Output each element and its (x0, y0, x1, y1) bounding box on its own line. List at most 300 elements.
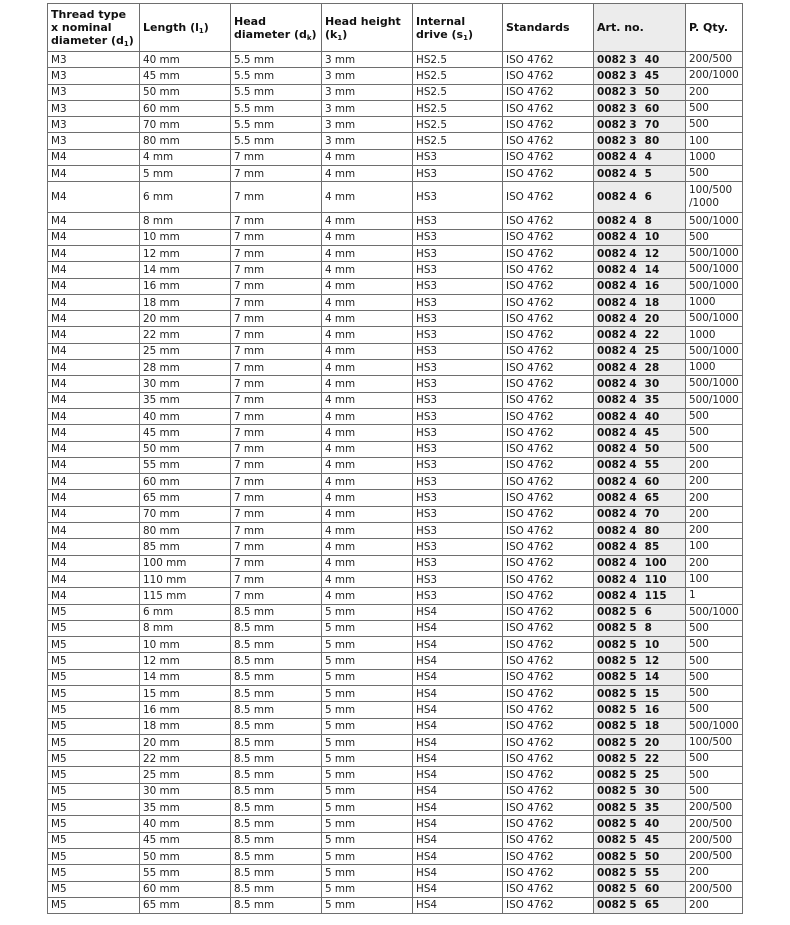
length-cell: 22 mm (140, 327, 231, 343)
pack-qty-cell: 500 (686, 166, 743, 182)
pack-qty-cell: 500/1000 (686, 262, 743, 278)
length-cell: 4 mm (140, 149, 231, 165)
thread-cell: M4 (48, 490, 140, 506)
head-height-cell: 4 mm (322, 539, 413, 555)
length-cell: 5 mm (140, 166, 231, 182)
table-row (48, 425, 743, 441)
pack-qty-cell: 200 (686, 84, 743, 100)
art-no-cell (594, 457, 686, 473)
art-no-length: 25 (644, 769, 660, 782)
head-height-cell: 4 mm (322, 376, 413, 392)
pack-qty-cell: 500/1000 (686, 213, 743, 229)
art-no-base: 0082 (597, 703, 627, 716)
standard-cell: ISO 4762 (503, 669, 594, 685)
art-no-size: 4 (629, 573, 637, 586)
art-no-length: 4 (644, 151, 653, 164)
head-height-cell: 5 mm (322, 718, 413, 734)
art-no-length: 15 (644, 687, 660, 700)
head-height-cell: 4 mm (322, 523, 413, 539)
art-no-size: 4 (629, 167, 637, 180)
length-cell: 15 mm (140, 685, 231, 701)
head-height-cell: 5 mm (322, 653, 413, 669)
thread-cell: M4 (48, 149, 140, 165)
table-row (48, 392, 743, 408)
art-no-cell (594, 343, 686, 359)
standard-cell: ISO 4762 (503, 213, 594, 229)
thread-cell: M5 (48, 767, 140, 783)
drive-cell: HS3 (413, 262, 503, 278)
art-no-size: 4 (629, 589, 637, 602)
drive-cell: HS4 (413, 881, 503, 897)
head-height-cell: 5 mm (322, 685, 413, 701)
pack-qty-cell: 500 (686, 702, 743, 718)
head-diameter-cell: 5.5 mm (231, 100, 322, 116)
art-no-size: 5 (629, 834, 637, 847)
art-no-base: 0082 (597, 377, 627, 390)
column-header-subscript: 1 (337, 33, 343, 42)
head-diameter-cell: 5.5 mm (231, 68, 322, 84)
art-no-base: 0082 (597, 167, 627, 180)
art-no-size: 4 (629, 377, 637, 390)
art-no-base: 0082 (597, 135, 627, 148)
pack-qty-cell: 500/1000 (686, 343, 743, 359)
head-height-cell: 5 mm (322, 897, 413, 913)
art-no-length: 100 (644, 557, 667, 570)
thread-cell: M4 (48, 311, 140, 327)
art-no-base: 0082 (597, 589, 627, 602)
drive-cell: HS4 (413, 637, 503, 653)
standard-cell: ISO 4762 (503, 343, 594, 359)
art-no-cell (594, 702, 686, 718)
art-no-base: 0082 (597, 752, 627, 765)
standard-cell: ISO 4762 (503, 360, 594, 376)
art-no-cell (594, 474, 686, 490)
art-no-base: 0082 (597, 410, 627, 423)
art-no-size: 4 (629, 524, 637, 537)
art-no-length: 16 (644, 703, 660, 716)
head-diameter-cell: 7 mm (231, 555, 322, 571)
drive-cell: HS3 (413, 360, 503, 376)
art-no-size: 4 (629, 345, 637, 358)
drive-cell: HS3 (413, 213, 503, 229)
standard-cell: ISO 4762 (503, 571, 594, 587)
column-header-tail: ) (342, 27, 348, 41)
pack-qty-cell: 500/1000 (686, 718, 743, 734)
head-diameter-cell: 7 mm (231, 490, 322, 506)
art-no-length: 20 (644, 312, 660, 325)
length-cell: 65 mm (140, 490, 231, 506)
standard-cell: ISO 4762 (503, 848, 594, 864)
table-row (48, 343, 743, 359)
length-cell: 10 mm (140, 229, 231, 245)
table-row (48, 52, 743, 68)
art-no-base: 0082 (597, 866, 627, 879)
art-no-length: 65 (644, 899, 660, 912)
thread-cell: M4 (48, 441, 140, 457)
art-no-size: 3 (629, 135, 637, 148)
art-no-length: 80 (644, 524, 660, 537)
drive-cell: HS3 (413, 490, 503, 506)
pack-qty-cell: 100 (686, 539, 743, 555)
standard-cell: ISO 4762 (503, 408, 594, 424)
art-no-length: 110 (644, 573, 667, 586)
art-no-size: 5 (629, 801, 637, 814)
thread-cell: M5 (48, 783, 140, 799)
table-row (48, 539, 743, 555)
art-no-base: 0082 (597, 247, 627, 260)
art-no-size: 5 (629, 883, 637, 896)
head-diameter-cell: 8.5 mm (231, 832, 322, 848)
pack-qty-cell: 500 (686, 229, 743, 245)
drive-cell: HS3 (413, 523, 503, 539)
art-no-base: 0082 (597, 883, 627, 896)
art-no-cell (594, 653, 686, 669)
head-height-cell: 5 mm (322, 816, 413, 832)
art-no-length: 40 (644, 818, 660, 830)
table-row (48, 816, 743, 832)
pack-qty-cell: 200/500 (686, 832, 743, 848)
art-no-size: 4 (629, 312, 637, 325)
length-cell: 10 mm (140, 637, 231, 653)
head-diameter-cell: 8.5 mm (231, 637, 322, 653)
column-header-main: Standards (506, 21, 570, 34)
pack-qty-cell: 500 (686, 117, 743, 133)
art-no-cell (594, 166, 686, 182)
head-height-cell: 4 mm (322, 392, 413, 408)
standard-cell: ISO 4762 (503, 182, 594, 213)
art-no-length: 65 (644, 492, 660, 505)
thread-cell: M4 (48, 588, 140, 604)
length-cell: 80 mm (140, 523, 231, 539)
art-no-cell (594, 392, 686, 408)
art-no-cell (594, 897, 686, 913)
head-diameter-cell: 7 mm (231, 571, 322, 587)
art-no-size: 5 (629, 606, 637, 619)
thread-cell: M5 (48, 620, 140, 636)
art-no-cell (594, 751, 686, 767)
thread-cell: M5 (48, 718, 140, 734)
pack-qty-cell: 200 (686, 457, 743, 473)
pack-qty-cell: 200 (686, 506, 743, 522)
art-no-base: 0082 (597, 720, 627, 733)
table-row (48, 897, 743, 913)
pack-qty-cell: 100/500 /1000 (686, 182, 743, 213)
table-row (48, 133, 743, 149)
art-no-size: 3 (629, 118, 637, 131)
art-no-length: 12 (644, 247, 660, 260)
thread-cell: M5 (48, 637, 140, 653)
art-no-base: 0082 (597, 312, 627, 325)
column-header-head-height (322, 4, 413, 52)
length-cell: 65 mm (140, 897, 231, 913)
table-row (48, 506, 743, 522)
drive-cell: HS4 (413, 620, 503, 636)
art-no-size: 5 (629, 622, 637, 635)
head-diameter-cell: 8.5 mm (231, 881, 322, 897)
art-no-length: 50 (644, 443, 660, 456)
table-row (48, 441, 743, 457)
standard-cell: ISO 4762 (503, 604, 594, 620)
standard-cell: ISO 4762 (503, 783, 594, 799)
column-header-tail: ) (467, 27, 474, 41)
thread-cell: M4 (48, 294, 140, 310)
standard-cell: ISO 4762 (503, 474, 594, 490)
length-cell: 22 mm (140, 751, 231, 767)
column-header-art-no (594, 4, 686, 52)
head-height-cell: 4 mm (322, 474, 413, 490)
table-row (48, 229, 743, 245)
art-no-size: 5 (629, 671, 637, 684)
thread-cell: M3 (48, 68, 140, 84)
drive-cell: HS4 (413, 702, 503, 718)
art-no-length: 50 (644, 86, 660, 99)
art-no-size: 5 (629, 720, 637, 733)
header-row (48, 4, 743, 52)
art-no-cell (594, 718, 686, 734)
art-no-length: 45 (644, 834, 660, 847)
column-header-tail: ) (128, 34, 134, 47)
pack-qty-cell: 1 (686, 588, 743, 604)
thread-cell: M4 (48, 555, 140, 571)
art-no-length: 60 (644, 475, 660, 488)
art-no-length: 5 (644, 167, 653, 180)
art-no-base: 0082 (597, 443, 627, 456)
drive-cell: HS3 (413, 571, 503, 587)
table-row (48, 702, 743, 718)
art-no-base: 0082 (597, 687, 627, 700)
head-diameter-cell: 7 mm (231, 457, 322, 473)
art-no-size: 3 (629, 102, 637, 115)
art-no-size: 4 (629, 329, 637, 342)
standard-cell: ISO 4762 (503, 457, 594, 473)
art-no-base: 0082 (597, 671, 627, 684)
head-height-cell: 4 mm (322, 360, 413, 376)
art-no-length: 16 (644, 280, 660, 293)
head-height-cell: 5 mm (322, 865, 413, 881)
column-header-subscript: 1 (463, 33, 468, 42)
length-cell: 20 mm (140, 734, 231, 750)
art-no-base: 0082 (597, 622, 627, 635)
art-no-size: 4 (629, 394, 637, 407)
head-diameter-cell: 8.5 mm (231, 734, 322, 750)
drive-cell: HS3 (413, 245, 503, 261)
standard-cell: ISO 4762 (503, 816, 594, 832)
art-no-base: 0082 (597, 394, 627, 407)
art-no-base: 0082 (597, 280, 627, 293)
art-no-base: 0082 (597, 118, 627, 131)
drive-cell: HS3 (413, 555, 503, 571)
table-row (48, 571, 743, 587)
table-row (48, 734, 743, 750)
drive-cell: HS4 (413, 751, 503, 767)
column-header-tail: ) (203, 21, 209, 34)
art-no-cell (594, 767, 686, 783)
art-no-size: 5 (629, 818, 637, 830)
art-no-size: 5 (629, 866, 637, 879)
standard-cell: ISO 4762 (503, 149, 594, 165)
head-height-cell: 5 mm (322, 767, 413, 783)
thread-cell: M4 (48, 327, 140, 343)
art-no-cell (594, 555, 686, 571)
table-row (48, 718, 743, 734)
head-height-cell: 4 mm (322, 213, 413, 229)
pack-qty-cell: 200 (686, 897, 743, 913)
art-no-cell (594, 149, 686, 165)
art-no-length: 35 (644, 801, 660, 814)
art-no-length: 12 (644, 655, 660, 668)
drive-cell: HS3 (413, 506, 503, 522)
head-height-cell: 5 mm (322, 604, 413, 620)
art-no-base: 0082 (597, 263, 627, 276)
length-cell: 8 mm (140, 213, 231, 229)
length-cell: 12 mm (140, 245, 231, 261)
art-no-cell (594, 262, 686, 278)
thread-cell: M5 (48, 604, 140, 620)
head-height-cell: 4 mm (322, 571, 413, 587)
length-cell: 110 mm (140, 571, 231, 587)
art-no-length: 70 (644, 508, 660, 521)
art-no-cell (594, 408, 686, 424)
length-cell: 60 mm (140, 881, 231, 897)
table-row (48, 669, 743, 685)
art-no-base: 0082 (597, 215, 627, 228)
art-no-length: 18 (644, 296, 660, 309)
drive-cell: HS3 (413, 392, 503, 408)
thread-cell: M3 (48, 84, 140, 100)
thread-cell: M5 (48, 669, 140, 685)
art-no-cell (594, 685, 686, 701)
length-cell: 55 mm (140, 457, 231, 473)
head-diameter-cell: 7 mm (231, 245, 322, 261)
art-no-cell (594, 669, 686, 685)
head-height-cell: 4 mm (322, 149, 413, 165)
art-no-cell (594, 294, 686, 310)
art-no-length: 14 (644, 671, 660, 684)
length-cell: 20 mm (140, 311, 231, 327)
thread-cell: M5 (48, 881, 140, 897)
head-diameter-cell: 7 mm (231, 360, 322, 376)
drive-cell: HS2.5 (413, 117, 503, 133)
length-cell: 14 mm (140, 669, 231, 685)
standard-cell: ISO 4762 (503, 68, 594, 84)
table-row (48, 84, 743, 100)
art-no-base: 0082 (597, 850, 627, 863)
art-no-base: 0082 (597, 736, 627, 749)
column-header-subscript: 1 (123, 40, 129, 48)
art-no-base: 0082 (597, 231, 627, 244)
thread-cell: M5 (48, 897, 140, 913)
drive-cell: HS3 (413, 425, 503, 441)
drive-cell: HS3 (413, 474, 503, 490)
table-row (48, 653, 743, 669)
head-diameter-cell: 8.5 mm (231, 783, 322, 799)
head-height-cell: 4 mm (322, 182, 413, 213)
length-cell: 8 mm (140, 620, 231, 636)
standard-cell: ISO 4762 (503, 767, 594, 783)
length-cell: 12 mm (140, 653, 231, 669)
head-diameter-cell: 7 mm (231, 392, 322, 408)
head-height-cell: 3 mm (322, 68, 413, 84)
art-no-length: 45 (644, 426, 660, 439)
art-no-base: 0082 (597, 524, 627, 537)
pack-qty-cell: 500 (686, 620, 743, 636)
art-no-base: 0082 (597, 557, 627, 570)
art-no-size: 4 (629, 475, 637, 488)
table-row (48, 848, 743, 864)
head-height-cell: 4 mm (322, 278, 413, 294)
thread-cell: M3 (48, 100, 140, 116)
length-cell: 40 mm (140, 816, 231, 832)
length-cell: 85 mm (140, 539, 231, 555)
table-row (48, 637, 743, 653)
pack-qty-cell: 500 (686, 669, 743, 685)
standard-cell: ISO 4762 (503, 311, 594, 327)
standard-cell: ISO 4762 (503, 294, 594, 310)
length-cell: 70 mm (140, 506, 231, 522)
standard-cell: ISO 4762 (503, 539, 594, 555)
table-row (48, 881, 743, 897)
art-no-length: 8 (644, 215, 653, 228)
art-no-size: 5 (629, 850, 637, 863)
column-header-main: P. Qty. (689, 21, 728, 34)
art-no-base: 0082 (597, 492, 627, 505)
head-height-cell: 5 mm (322, 783, 413, 799)
head-diameter-cell: 8.5 mm (231, 767, 322, 783)
art-no-size: 3 (629, 86, 637, 99)
pack-qty-cell: 500 (686, 653, 743, 669)
table-row (48, 166, 743, 182)
art-no-size: 4 (629, 231, 637, 244)
art-no-size: 4 (629, 410, 637, 423)
art-no-length: 6 (644, 191, 653, 204)
table-row (48, 604, 743, 620)
pack-qty-cell: 500 (686, 637, 743, 653)
thread-cell: M4 (48, 408, 140, 424)
art-no-size: 4 (629, 443, 637, 456)
art-no-cell (594, 68, 686, 84)
thread-cell: M4 (48, 245, 140, 261)
standard-cell: ISO 4762 (503, 52, 594, 68)
standard-cell: ISO 4762 (503, 897, 594, 913)
head-diameter-cell: 5.5 mm (231, 84, 322, 100)
art-no-cell (594, 539, 686, 555)
column-header-standards (503, 4, 594, 52)
drive-cell: HS4 (413, 897, 503, 913)
table-row (48, 245, 743, 261)
art-no-size: 5 (629, 655, 637, 668)
pack-qty-cell: 200/1000 (686, 68, 743, 84)
column-header-main: Internal drive (s (416, 14, 466, 41)
pack-qty-cell: 500 (686, 441, 743, 457)
length-cell: 45 mm (140, 832, 231, 848)
length-cell: 16 mm (140, 702, 231, 718)
thread-cell: M5 (48, 685, 140, 701)
pack-qty-cell: 500 (686, 767, 743, 783)
art-no-length: 30 (644, 785, 660, 798)
art-no-length: 85 (644, 540, 660, 553)
pack-qty-cell: 500/1000 (686, 392, 743, 408)
art-no-base: 0082 (597, 573, 627, 586)
art-no-cell (594, 213, 686, 229)
length-cell: 6 mm (140, 604, 231, 620)
drive-cell: HS4 (413, 685, 503, 701)
length-cell: 28 mm (140, 360, 231, 376)
thread-cell: M4 (48, 182, 140, 213)
drive-cell: HS4 (413, 816, 503, 832)
drive-cell: HS4 (413, 832, 503, 848)
drive-cell: HS3 (413, 457, 503, 473)
pack-qty-cell: 500/1000 (686, 604, 743, 620)
